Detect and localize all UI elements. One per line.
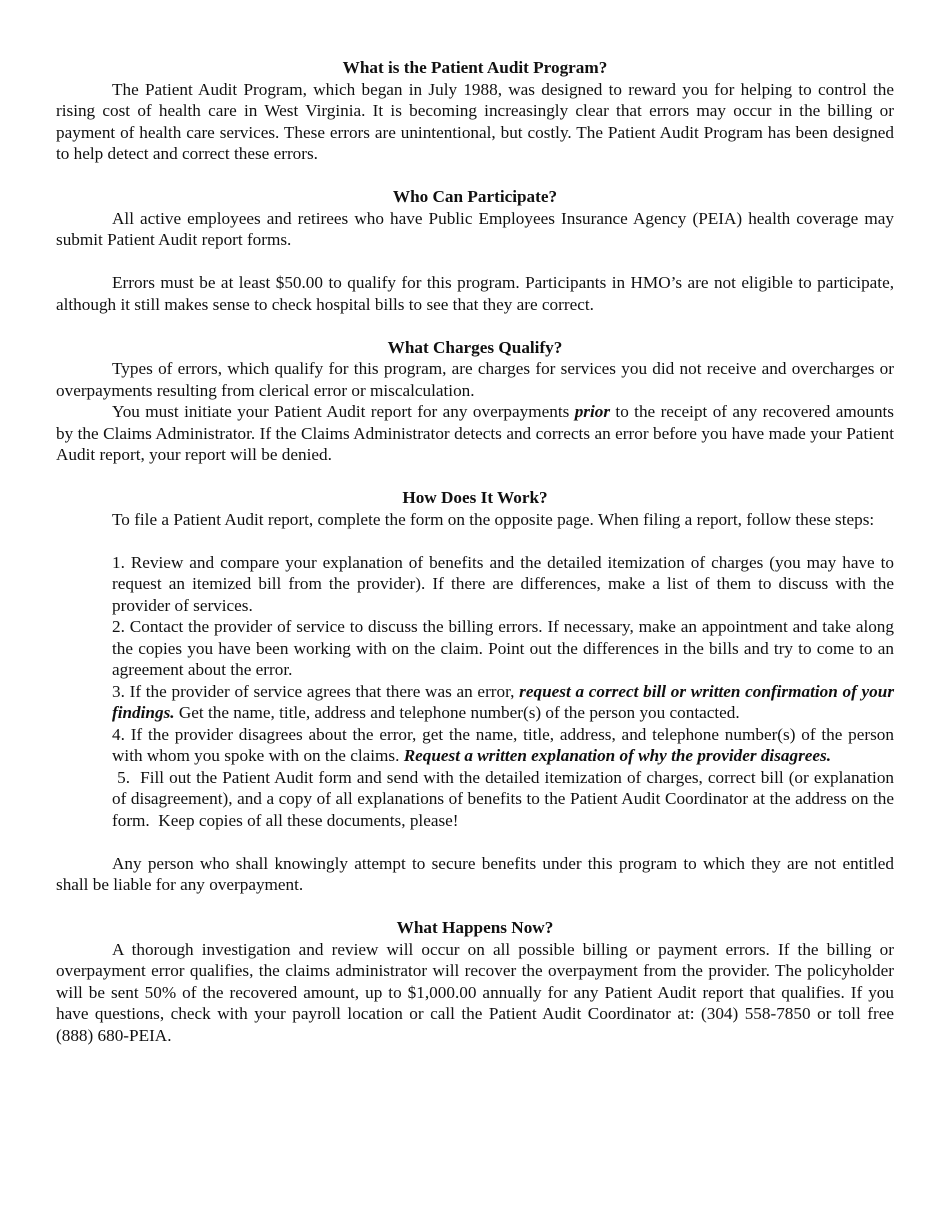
heading-what-charges-qualify: What Charges Qualify?	[387, 337, 563, 357]
spacer	[56, 165, 894, 187]
spacer	[56, 251, 894, 273]
steps-list	[112, 552, 899, 832]
emphasis-prior: prior	[574, 402, 611, 421]
step-4	[112, 724, 894, 767]
spacer	[56, 315, 894, 337]
step-3	[112, 681, 894, 724]
text-run: You must initiate your Patient Audit report for any overpayments	[112, 402, 575, 421]
text-run: 4. If the provider disagrees about the error, get the name, title, address, and telephone number(s) of the person with whom you spoke with on the claims.	[112, 724, 894, 765]
liability-paragraph: Any person who shall knowingly attempt to secure benefits under this program to which they are not entitled shall be liable for any overpayment.	[56, 853, 894, 894]
heading-patient-audit-program: What is the Patient Audit Program?	[342, 58, 608, 77]
what-happens-paragraph: A thorough investigation and review will occur on all possible billing or payment errors. If the billing or overpayment error qualifies, the claims administrator will recover the overpayment from the provider. The policyholder will be sent 50% of the recovered amount, up to $1,000.00 annually for any Patient Audit report that qualifies. If you have questions, check with your payroll location or call the Patient Audit Coordinator at: (304) 558-7850 or toll free (888) 680-PEIA.	[56, 939, 894, 1045]
step-1: 1. Review and compare your explanation of benefits and the detailed itemization of charges (you may have to request an itemized bill from the provider). If there are differences, make a list of them to discuss with the provider of services.	[112, 552, 894, 615]
heading-what-happens-now: What Happens Now?	[396, 918, 554, 937]
initiate-report-paragraph	[56, 401, 894, 466]
how-intro-paragraph: To file a Patient Audit report, complete the form on the opposite page. When filing a report, follow these steps:	[112, 509, 875, 529]
intro-paragraph: The Patient Audit Program, which began in July 1988, was designed to reward you for helping to control the rising cost of health care in West Virginia. It is becoming increasingly clear that errors may occur in the billing or payment of health care services. These errors are unintentional, but costly. The Patient Audit Program has been designed to help detect and correct these errors.	[56, 79, 894, 163]
spacer	[56, 831, 894, 853]
eligibility-paragraph: All active employees and retirees who have Public Employees Insurance Agency (PEIA) health coverage may submit Patient Audit report forms.	[56, 208, 894, 249]
error-types-paragraph: Types of errors, which qualify for this program, are charges for services you did not receive and overcharges or overpayments resulting from clerical error or miscalculation.	[56, 359, 894, 400]
spacer	[56, 896, 894, 918]
minimum-error-paragraph: Errors must be at least $50.00 to qualify for this program. Participants in HMO’s are not eligible to participate, although it still makes sense to check hospital bills to see that they are correct.	[56, 273, 894, 314]
emphasis-request-written-explanation: Request a written explanation of why the provider disagrees.	[403, 746, 831, 765]
text-run: to the receipt of any recovered amounts by the Claims Administrator. If the Claims Administrator detects and corrects an error before you have made your Patient Audit report, your report will be denied.	[56, 402, 894, 464]
document-page	[56, 57, 899, 1046]
emphasis-request-correct-bill: request a correct bill or written confirmation of your findings.	[112, 681, 895, 722]
step-5: 5. Fill out the Patient Audit form and send with the detailed itemization of charges, correct bill (or explanation of disagreement), and a copy of all explanations of benefits to the Patient Audit Coordinator at the address on the form. Keep copies of all these documents, please!	[112, 767, 899, 830]
heading-how-does-it-work: How Does It Work?	[402, 488, 548, 507]
text-run: 3. If the provider of service agrees that there was an error,	[112, 681, 520, 701]
step-2: 2. Contact the provider of service to discuss the billing errors. If necessary, make an appointment and take along the copies you have been working with on the claim. Point out the differences in the bills and try to come to an agreement about the error.	[112, 617, 894, 679]
heading-who-can-participate: Who Can Participate?	[392, 187, 558, 206]
spacer	[56, 530, 894, 552]
text-run: Get the name, title, address and telephone number(s) of the person you contacted.	[174, 703, 740, 722]
spacer	[56, 466, 894, 488]
